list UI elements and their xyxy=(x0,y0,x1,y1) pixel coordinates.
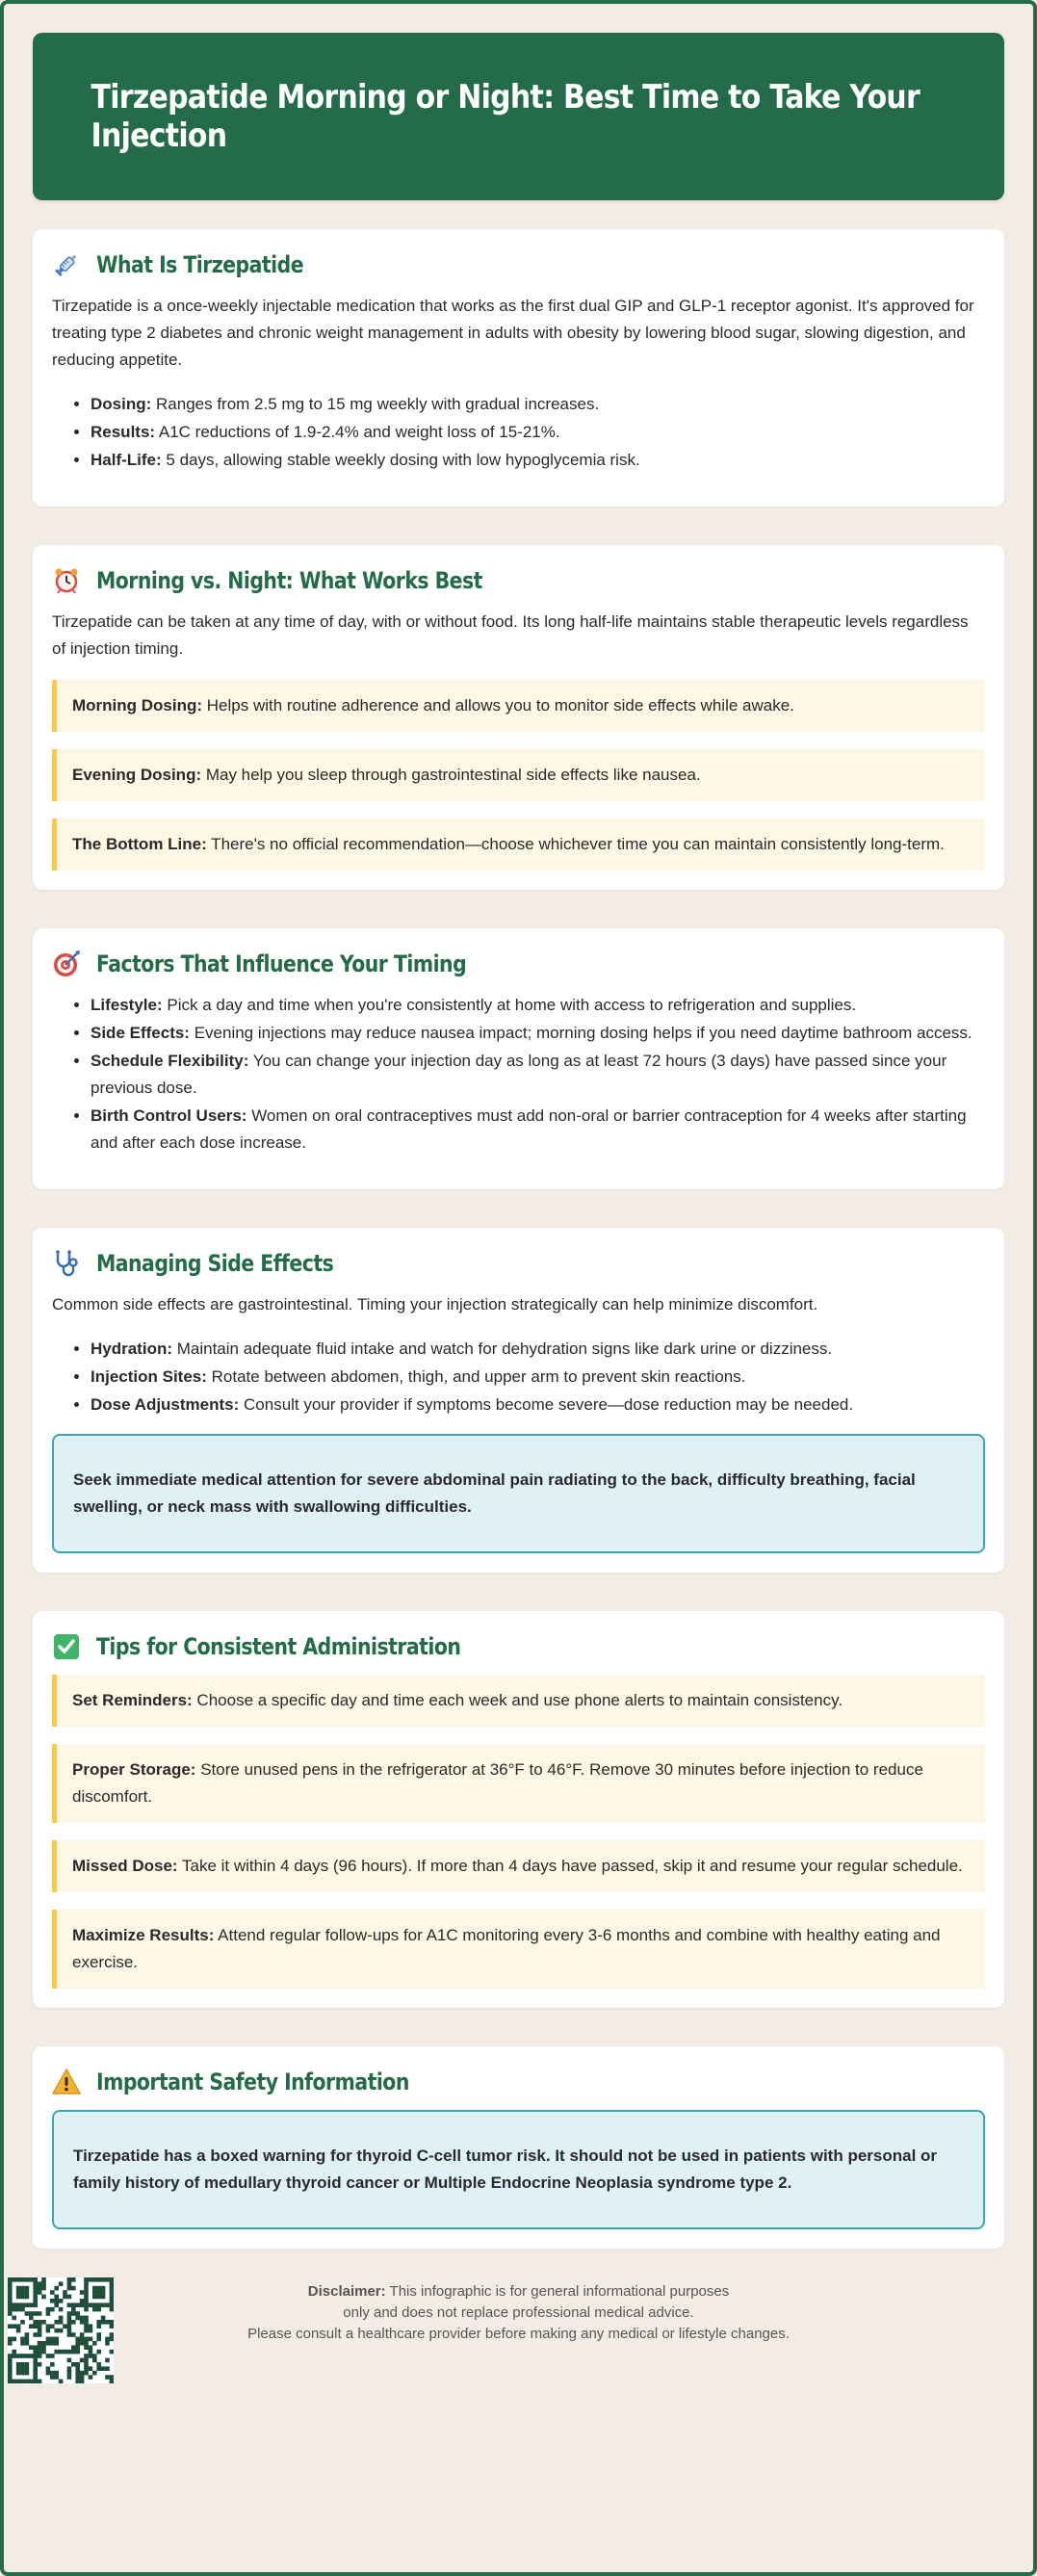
callout-text: May help you sleep through gastrointestinal side effects like nausea. xyxy=(201,766,701,784)
item-label: Hydration: xyxy=(91,1340,172,1358)
bullet-list xyxy=(52,1336,985,1418)
item-label: Birth Control Users: xyxy=(91,1106,247,1125)
item-label: Dose Adjustments: xyxy=(91,1395,240,1414)
callout-text: There's no official recommendation—choose whichever time you can maintain consistently long-term. xyxy=(206,835,945,853)
item-label: Side Effects: xyxy=(91,1024,190,1042)
callout-text: Attend regular follow-ups for A1C monitoring every 3-6 months and combine with healthy eating and exercise. xyxy=(72,1926,941,1971)
emergency-alert: Seek immediate medical attention for severe abdominal pain radiating to the back, difficulty breathing, facial swelling, or neck mass with swallowing difficulties. xyxy=(52,1434,985,1553)
warning-icon xyxy=(52,2068,81,2096)
section-header xyxy=(52,250,985,279)
header-banner xyxy=(33,33,1004,200)
callout-text: Helps with routine adherence and allows you to monitor side effects while awake. xyxy=(202,696,794,715)
disclaimer-line-1: This infographic is for general informational purposes xyxy=(385,2283,730,2300)
callout-evening-dosing xyxy=(52,749,985,801)
section-intro: Tirzepatide can be taken at any time of day, with or without food. Its long half-life maintains stable therapeutic levels regardless of injection timing. xyxy=(52,612,969,658)
bullet-list xyxy=(52,992,985,1157)
item-text: Pick a day and time when you're consistently at home with access to refrigeration and supplies. xyxy=(162,996,857,1014)
list-item xyxy=(91,1048,985,1102)
callout-label: Morning Dosing: xyxy=(72,696,203,715)
disclaimer xyxy=(33,2277,1004,2345)
section-title: Important Safety Information xyxy=(96,2069,409,2095)
list-item xyxy=(91,1336,985,1363)
item-label: Results: xyxy=(91,423,156,441)
callout-bottom-line xyxy=(52,819,985,871)
item-text: Rotate between abdomen, thigh, and upper arm to prevent skin reactions. xyxy=(206,1367,746,1386)
infographic xyxy=(33,0,1004,2393)
section-title: Factors That Influence Your Timing xyxy=(96,950,467,977)
item-text: Evening injections may reduce nausea impact; morning dosing helps if you need daytime bathroom access. xyxy=(189,1024,972,1042)
item-text: 5 days, allowing stable weekly dosing with low hypoglycemia risk. xyxy=(161,451,640,469)
callout-label: Evening Dosing: xyxy=(72,766,202,784)
item-label: Lifestyle: xyxy=(91,996,163,1014)
item-text: A1C reductions of 1.9-2.4% and weight loss of 15-21%. xyxy=(155,423,560,441)
callout-text: Store unused pens in the refrigerator at 36°F to 46°F. Remove 30 minutes before injection to reduce discomfort. xyxy=(72,1760,923,1806)
section-intro: Tirzepatide is a once-weekly injectable medication that works as the first dual GIP and GLP-1 receptor agonist. It's approved for treating type 2 diabetes and chronic weight management in adults with obesity by lowering blood sugar, slowing digestion, and reducing appetite. xyxy=(52,297,974,369)
bullet-list xyxy=(52,391,985,474)
syringe-icon xyxy=(52,250,81,279)
section-header xyxy=(52,1249,985,1278)
callout-morning-dosing xyxy=(52,680,985,732)
callout-proper-storage xyxy=(52,1744,985,1823)
callout-text: Take it within 4 days (96 hours). If more than 4 days have passed, skip it and resume your regular schedule. xyxy=(177,1857,963,1875)
section-managing-side-effects xyxy=(33,1228,1004,1573)
callout-label: Missed Dose: xyxy=(72,1857,178,1875)
section-header xyxy=(52,950,985,978)
footer xyxy=(33,2277,1004,2393)
item-label: Schedule Flexibility: xyxy=(91,1052,249,1070)
disclaimer-label: Disclaimer: xyxy=(307,2283,386,2300)
section-header xyxy=(52,2068,985,2096)
section-header xyxy=(52,1632,985,1661)
item-label: Injection Sites: xyxy=(91,1367,207,1386)
item-text: Ranges from 2.5 mg to 15 mg weekly with gradual increases. xyxy=(151,395,600,413)
section-title: Managing Side Effects xyxy=(96,1250,334,1277)
section-intro: Common side effects are gastrointestinal. Timing your injection strategically can help minimize discomfort. xyxy=(52,1295,818,1314)
list-item xyxy=(91,1103,985,1157)
section-timing-factors xyxy=(33,928,1004,1189)
stethoscope-icon xyxy=(52,1249,81,1278)
page-title: Tirzepatide Morning or Night: Best Time to Take Your Injection xyxy=(91,78,920,155)
disclaimer-line-2: only and does not replace professional medical advice. xyxy=(343,2304,694,2321)
section-what-is-tirzepatide xyxy=(33,229,1004,507)
list-item xyxy=(91,1392,985,1418)
item-text: Maintain adequate fluid intake and watch for dehydration signs like dark urine or dizziness. xyxy=(172,1340,833,1358)
list-item xyxy=(91,391,985,418)
check-box-icon xyxy=(52,1632,81,1661)
list-item xyxy=(91,419,985,446)
callout-maximize-results xyxy=(52,1910,985,1989)
list-item xyxy=(91,447,985,474)
list-item xyxy=(91,1020,985,1047)
item-label: Half-Life: xyxy=(91,451,162,469)
target-icon xyxy=(52,950,81,978)
callout-text: Choose a specific day and time each week and use phone alerts to maintain consistency. xyxy=(192,1691,843,1709)
list-item xyxy=(91,992,985,1019)
disclaimer-line-3: Please consult a healthcare provider before making any medical or lifestyle changes. xyxy=(247,2326,790,2342)
section-title: Morning vs. Night: What Works Best xyxy=(96,567,482,594)
section-safety-information xyxy=(33,2046,1004,2249)
item-label: Dosing: xyxy=(91,395,152,413)
callout-missed-dose xyxy=(52,1840,985,1892)
item-text: You can change your injection day as long as at least 72 hours (3 days) have passed since your previous dose. xyxy=(91,1052,947,1097)
section-title: What Is Tirzepatide xyxy=(96,251,304,278)
callout-label: Set Reminders: xyxy=(72,1691,193,1709)
item-text: Women on oral contraceptives must add non-oral or barrier contraception for 4 weeks after starting and after each dose increase. xyxy=(91,1106,967,1152)
list-item xyxy=(91,1364,985,1391)
callout-label: Proper Storage: xyxy=(72,1760,196,1779)
boxed-warning-alert: Tirzepatide has a boxed warning for thyroid C-cell tumor risk. It should not be used in patients with personal or family history of medullary thyroid cancer or Multiple Endocrine Neoplasia syndrome type 2. xyxy=(52,2110,985,2229)
callout-set-reminders xyxy=(52,1675,985,1727)
section-title: Tips for Consistent Administration xyxy=(96,1633,461,1660)
callout-label: The Bottom Line: xyxy=(72,835,207,853)
alarm-clock-icon xyxy=(52,566,81,595)
section-tips-administration xyxy=(33,1611,1004,2008)
section-morning-vs-night xyxy=(33,545,1004,890)
callout-label: Maximize Results: xyxy=(72,1926,215,1944)
item-text: Consult your provider if symptoms become severe—dose reduction may be needed. xyxy=(239,1395,854,1414)
section-header xyxy=(52,566,985,595)
qr-code-icon[interactable] xyxy=(8,2277,114,2383)
